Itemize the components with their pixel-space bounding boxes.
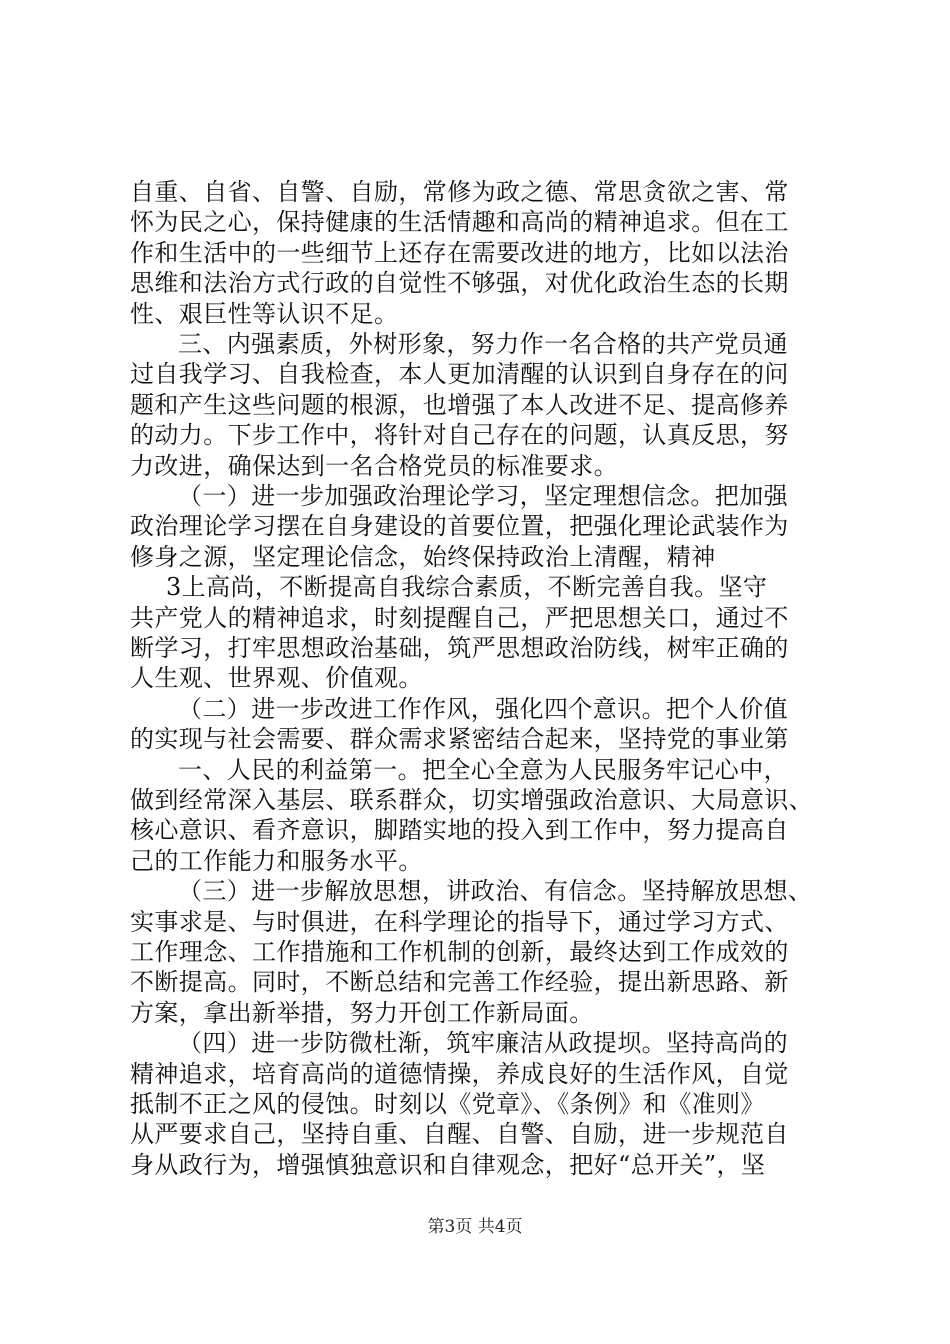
text-line: 方案，拿出新举措，努力开创工作新局面。 [130,998,594,1027]
text-line: 力改进，确保达到一名合格党员的标准要求。 [130,451,618,480]
text-line: 的动力。下步工作中，将针对自己存在的问题，认真反思，努 [130,421,789,450]
text-line: 共产党人的精神追求，时刻提醒自己，严把思想关口，通过不 [130,603,789,632]
text-line: 一、人民的利益第一。把全心全意为人民服务牢记心中， [178,755,788,784]
text-line: 政治理论学习摆在自身建设的首要位置，把强化理论武装作为 [130,512,789,541]
text-line: 己的工作能力和服务水平。 [130,846,423,875]
paragraph-first-line: （四）进一步防微杜渐，筑牢廉洁从政提坝。坚持高尚的 [178,1029,788,1058]
paragraph-first-line: 三、内强素质，外树形象，努力作一名合格的共产党员通 [178,330,788,358]
paragraph-first-line: （一）进一步加强政治理论学习，坚定理想信念。把加强 [178,482,788,510]
text-line: 做到经常深入基层、联系群众，切实增强政治意识、大局意识、 [130,786,814,814]
text-line: 作和生活中的一些细节上还存在需要改进的地方，比如以法治 [130,238,789,267]
text-line: 的实现与社会需要、群众需求紧密结合起来，坚持党的事业第 [130,725,789,754]
text-line: 过自我学习、自我检查，本人更加清醒的认识到自身存在的问 [130,360,789,389]
text-line: 从严要求自己，坚持自重、自醒、自警、自励，进一步规范自 [130,1120,789,1149]
text-line: 人生观、世界观、价值观。 [130,664,423,693]
paragraph-first-line: （二）进一步改进工作作风，强化四个意识。把个人价值 [178,694,788,723]
paragraph-first-line: （三）进一步解放思想，讲政治、有信念。坚持解放思想、 [178,877,813,906]
text-line: 思维和法治方式行政的自觉性不够强，对优化政治生态的长期 [130,269,789,298]
page-number-footer: 第3页 共4页 [427,1217,523,1237]
text-line: 断学习，打牢思想政治基础，筑严思想政治防线，树牢正确的 [130,634,789,662]
text-line: 3上高尚，不断提高自我综合素质，不断完善自我。坚守 [166,573,768,602]
text-line: 实事求是、与时俱进，在科学理论的指导下，通过学习方式、 [130,907,789,936]
text-line: 修身之源，坚定理论信念，始终保持政治上清醒，精神 [130,542,716,571]
text-line: 身从政行为，增强慎独意识和自律观念，把好“总开关”，坚 [130,1150,766,1179]
text-line: 题和产生这些问题的根源，也增强了本人改进不足、提高修养 [130,390,789,419]
text-line: 精神追求，培育高尚的道德情操，养成良好的生活作风，自觉 [130,1059,789,1088]
text-line: 性、艰巨性等认识不足。 [130,299,399,328]
text-line: 抵制不正之风的侵蚀。时刻以《党章》、《条例》和《准则》 [130,1090,765,1118]
text-line: 怀为民之心，保持健康的生活情趣和高尚的精神追求。但在工 [130,208,789,237]
text-line: 自重、自省、自警、自励，常修为政之德、常思贪欲之害、常 [130,178,789,206]
text-line: 核心意识、看齐意识，脚踏实地的投入到工作中，努力提高自 [130,816,789,845]
text-line: 不断提高。同时，不断总结和完善工作经验，提出新思路、新 [130,968,789,997]
text-line: 工作理念、工作措施和工作机制的创新，最终达到工作成效的 [130,938,789,966]
